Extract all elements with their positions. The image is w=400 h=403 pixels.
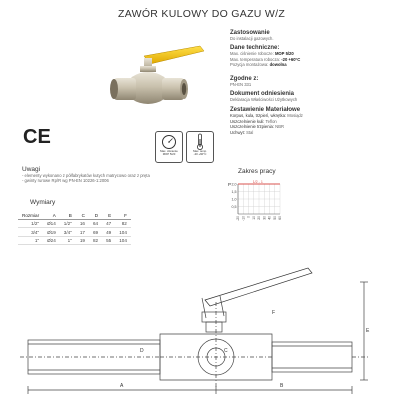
spec-zgodne-heading: Zgodne z: [230, 76, 259, 82]
spec-zastosowanie-heading: Zastosowanie [230, 30, 270, 36]
chart-y-tick-label: 1,0 [231, 197, 237, 202]
spec-materialy [230, 107, 390, 135]
chart-x-tick-label: 50 [272, 216, 277, 220]
spec-dokument [230, 91, 390, 103]
spec-dane-3-label: Pozycja montażowa: [230, 62, 269, 68]
spec-zgodne [230, 76, 390, 88]
table-cell: 104 [115, 236, 131, 244]
table-cell: 69 [89, 228, 102, 236]
chart-ylabel: P [228, 182, 232, 187]
dimensions-table [18, 212, 131, 245]
table-cell: 1/2" [18, 220, 43, 228]
table-cell: 104 [115, 228, 131, 236]
spec-materialy-heading: Zestawienie Materiałowe [230, 107, 301, 113]
thermometer-icon [186, 131, 214, 163]
chart-y-tick-label: 2,0 [231, 182, 237, 187]
table-cell: 1" [18, 236, 43, 244]
spec-mat-2-value: Teflon [265, 118, 277, 124]
spec-mat-row-4 [230, 130, 390, 136]
dim-label-b: B [280, 383, 284, 389]
table-header: F [115, 212, 131, 220]
wymiary-heading: Wymiary [30, 199, 56, 206]
table-cell: 49 [102, 228, 115, 236]
chart-x-tick-label: -10 [241, 216, 246, 221]
table-cell: 1" [60, 236, 76, 244]
spec-mat-4-value: Stal [246, 129, 254, 135]
spec-mat-2-label: Uszczelnienie kuli: [230, 118, 265, 124]
chart-y-tick-label: 0,5 [231, 204, 237, 209]
table-cell: Ø19 [43, 228, 60, 236]
spec-dane-2-value: -20 +60°C [281, 56, 301, 62]
chart-x-tick-label: 20 [257, 216, 261, 220]
spec-dane-3-value: dowolna [269, 62, 287, 68]
spec-mat-1-label: Korpus, kula, trzpień, wkrętka: [230, 113, 287, 118]
spec-zastosowanie-value: Do instalacji gazowych. [230, 36, 274, 41]
uwagi-heading: Uwagi [22, 166, 41, 173]
pressure-icon-value: MOP 5/20 [162, 152, 176, 157]
table-header: A [43, 212, 60, 220]
table-header-row [18, 212, 131, 220]
table-cell: 16 [76, 220, 89, 228]
chart-svg [224, 178, 304, 240]
ce-mark: CE [23, 126, 51, 148]
table-row [18, 228, 131, 236]
uwagi-line-2: - gwinty rurowe Rp/R wg PN-EN 10226-1:2006 [22, 178, 109, 183]
spec-dokument-heading: Dokument odniesienia [230, 91, 295, 97]
dim-label-a: A [120, 383, 124, 389]
product-photo [100, 34, 210, 114]
spec-dane-heading: Dane techniczne: [230, 45, 280, 51]
chart-x-tick-label: 10 [251, 216, 256, 220]
table-header: C [76, 212, 89, 220]
temp-icon-value: -20 +60°C [193, 152, 207, 157]
spec-dane [230, 45, 390, 68]
dim-label-c: C [224, 348, 228, 354]
chart-series-label: 1/2 - 1 [252, 179, 263, 184]
spec-mat-3-value: NBR [275, 124, 285, 130]
spec-dane-1-label: Max. ciśnienie robocze: [230, 51, 274, 56]
dim-label-d: D [140, 348, 144, 354]
table-cell: 82 [89, 236, 102, 244]
pressure-gauge-icon [155, 131, 183, 163]
spec-dokument-value: Deklaracja Właściwości Użytkowych [230, 97, 298, 102]
uwagi-section [22, 166, 150, 183]
chart-title: Zakres pracy [238, 168, 276, 175]
technical-drawing [10, 262, 390, 398]
table-row [18, 236, 131, 244]
table-header: D [89, 212, 102, 220]
spec-dane-row-3 [230, 62, 390, 68]
table-cell: 55 [102, 236, 115, 244]
table-header: Rozmiar [18, 212, 43, 220]
chart-x-tick-label: 60 [278, 216, 282, 220]
pressure-icon-label: Max. ciśnienie [160, 149, 178, 153]
table-cell: Ø24 [43, 236, 60, 244]
table-cell: 3/4" [60, 228, 76, 236]
uwagi-line-1: - elementy wykonano z półfabrykatów kutych matrycowo oraz z pręta [22, 173, 150, 178]
spec-dane-2-label: Max. temperatura robocza: [230, 56, 281, 62]
spec-mat-3-label: Uszczelnienie trzpienia: [230, 124, 274, 130]
spec-zgodne-value: PN-EN 331 [230, 82, 252, 87]
table-row [18, 220, 131, 228]
table-cell: Ø14 [43, 220, 60, 228]
spec-dane-1-value: MOP 5/20 [274, 51, 294, 56]
dim-label-f: F [272, 310, 276, 316]
spec-zastosowanie [230, 30, 390, 42]
temp-icon-label: Max. temp. [193, 149, 207, 153]
table-cell: 64 [89, 220, 102, 228]
table-cell: 3/4" [18, 228, 43, 236]
table-cell: 82 [115, 220, 131, 228]
table-cell: 17 [76, 228, 89, 236]
dim-label-e: E [366, 328, 370, 334]
chart-x-tick-label: 30 [262, 216, 267, 220]
chart-x-tick-label: -20 [236, 216, 240, 221]
table-header: B [60, 212, 76, 220]
zakres-pracy-chart [224, 168, 304, 245]
spec-mat-1-value: Mosiądz [287, 113, 303, 118]
chart-x-tick-label: 40 [267, 216, 272, 220]
page-title: ZAWÓR KULOWY DO GAZU W/Z [118, 8, 286, 20]
table-cell: 1/2" [60, 220, 76, 228]
table-cell: 47 [102, 220, 115, 228]
chart-y-tick-label: 1,5 [231, 189, 237, 194]
table-cell: 19 [76, 236, 89, 244]
table-header: E [102, 212, 115, 220]
spec-mat-4-label: Uchwyt: [230, 129, 245, 135]
chart-x-tick-label: 0 [246, 216, 251, 218]
